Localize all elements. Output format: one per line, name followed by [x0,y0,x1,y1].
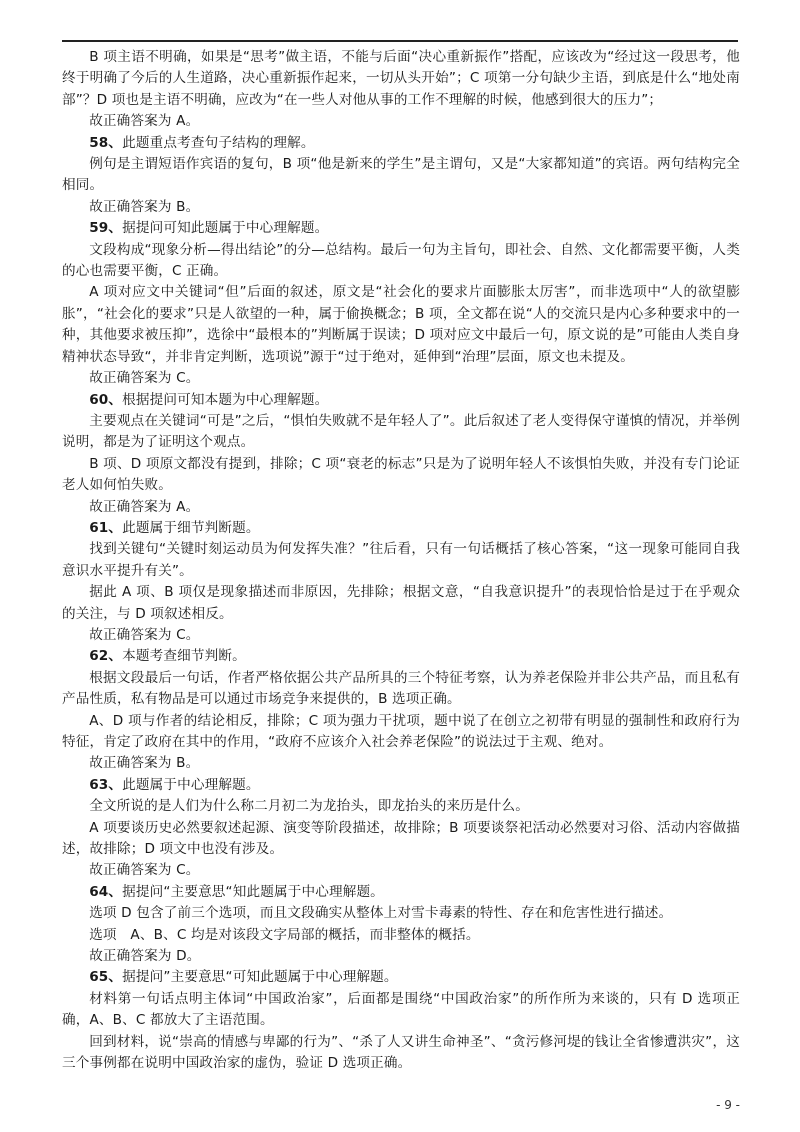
question-heading [62,967,740,988]
paragraph [62,818,740,861]
paragraph-text: B 项主语不明确，如果是“思考”做主语，不能与后面“决心重新振作”搭配，应该改为“经过这一段思考，他终于明确了今后的人生道路，决心重新振作起来，一切从头开始”；C 项第一分句缺少主语，到底是什么“地处南部”？D 项也是主语不明确，应改为“在一些人对他从事的工作不理解的时候，他感到很大的压力”； [62,49,740,108]
paragraph [62,903,740,924]
paragraph [62,282,740,368]
paragraph-text: 故正确答案为 C。 [89,370,200,387]
paragraph [62,411,740,454]
question-heading [62,882,740,903]
question-heading [62,775,740,796]
paragraph [62,989,740,1032]
paragraph-text: 根据提问可知本题为中心理解题。 [122,391,329,408]
paragraph [62,860,740,881]
paragraph-text: 据提问“主要意思“知此题属于中心理解题。 [122,883,384,900]
paragraph-text: 故正确答案为 C。 [89,626,200,643]
question-heading [62,218,740,239]
paragraph [62,47,740,111]
paragraph [62,946,740,967]
question-number: 61、 [89,519,123,536]
paragraph-text: A、D 项与作者的结论相反，排除；C 项为强力干扰项，题中说了在创立之初带有明显的强制性和政府行为特征，肯定了政府在其中的作用，“政府不应该介入社会养老保险”的说法过于主观、绝对。 [62,712,740,750]
paragraph-text: 此题属于细节判断题。 [122,519,260,536]
question-heading [62,646,740,667]
question-number: 65、 [89,969,123,986]
paragraph-text: 故正确答案为 A。 [89,498,200,515]
paragraph [62,753,740,774]
header-rule [62,40,738,42]
paragraph [62,497,740,518]
paragraph [62,368,740,389]
paragraph-text: 找到关键句“关键时刻运动员为何发挥失准？”往后看，只有一句话概括了核心答案，“这一现象可能同自我意识水平提升有关”。 [62,541,740,579]
question-heading [62,133,740,154]
paragraph-text: 据提问可知此题属于中心理解题。 [122,220,329,237]
paragraph-text: 根据文段最后一句话，作者严格依据公共产品所具的三个特征考察，认为养老保险并非公共产品，而且私有产品性质，私有物品是可以通过市场竞争来提供的，B 选项正确。 [62,669,740,708]
paragraph-text: 文段构成“现象分析—得出结论”的分—总结构。最后一句为主旨句，即社会、自然、文化都需要平衡，人类的心也需要平衡，C 正确。 [62,241,740,280]
question-number: 59、 [89,220,123,237]
paragraph-text: 故正确答案为 B。 [89,755,200,772]
page-number: - 9 - [716,1098,740,1112]
paragraph-text: 本题考查细节判断。 [122,648,246,665]
question-number: 63、 [89,776,123,793]
paragraph [62,668,740,711]
paragraph-text: 材料第一句话点明主体词“中国政治家”，后面都是围绕“中国政治家”的所作所为来谈的，只有 D 选项正确，A、B、C 都放大了主语范围。 [62,990,740,1029]
paragraph-text: 例句是主谓短语作宾语的复句，B 项“他是新来的学生”是主谓句，又是“大家都知道”的宾语。两句结构完全相同。 [62,156,740,194]
paragraph [62,1032,740,1075]
question-number: 60、 [89,391,123,408]
paragraph-text: 此题属于中心理解题。 [122,776,260,793]
paragraph [62,197,740,218]
question-number: 64、 [89,883,123,900]
paragraph [62,240,740,283]
paragraph-text: 据此 A 项、B 项仅是现象描述而非原因，先排除；根据文意，“自我意识提升”的表现恰恰是过于在乎观众的关注，与 D 项叙述相反。 [62,584,740,622]
question-number: 62、 [89,648,123,665]
paragraph [62,796,740,817]
paragraph [62,539,740,582]
paragraph-text: 故正确答案为 B。 [89,198,200,215]
paragraph-text: 主要观点在关键词“可是”之后，“惧怕失败就不是年轻人了”。此后叙述了老人变得保守谨慎的情况，并举例说明，都是为了证明这个观点。 [62,412,740,451]
paragraph [62,925,740,946]
question-heading [62,518,740,539]
paragraph [62,111,740,132]
paragraph-text: 故正确答案为 C。 [89,862,200,879]
paragraph-text: 据提问”主要意思“可知此题属于中心理解题。 [122,969,398,986]
paragraph [62,625,740,646]
paragraph-text: 选项 A、B、C 均是对该段文字局部的概括，而非整体的概括。 [89,926,480,943]
question-heading [62,390,740,411]
paragraph-text: A 项要谈历史必然要叙述起源、演变等阶段描述，故排除；B 项要谈祭祀活动必然要对习俗、活动内容做描述，故排除；D 项文中也没有涉及。 [62,819,740,858]
paragraph-text: 此题重点考查句子结构的理解。 [122,134,315,151]
question-number: 58、 [89,134,123,151]
paragraph [62,711,740,754]
paragraph-text: 故正确答案为 A。 [89,113,200,130]
answer-explanations [62,47,740,1075]
paragraph-text: 全文所说的是人们为什么称二月初二为龙抬头，即龙抬头的来历是什么。 [89,798,529,815]
paragraph [62,154,740,197]
paragraph-text: 选项 D 包含了前三个选项，而且文段确实从整体上对雪卡毒素的特性、存在和危害性进行描述。 [89,905,673,922]
paragraph-text: 故正确答案为 D。 [89,948,201,965]
paragraph [62,454,740,497]
paragraph-text: 回到材料，说“崇高的情感与卑鄙的行为”、“杀了人又讲生命神圣”、“贪污修河堤的钱让全省惨遭洪灾”，这三个事例都在说明中国政治家的虚伪，验证 D 选项正确。 [62,1033,740,1072]
paragraph [62,582,740,625]
paragraph-text: B 项、D 项原文都没有提到，排除；C 项“衰老的标志”只是为了说明年轻人不该惧怕失败，并没有专门论证老人如何怕失败。 [62,455,740,494]
paragraph-text: A 项对应文中关键词“但”后面的叙述，原文是“社会化的要求片面膨胀太厉害”，而非选项中“人的欲望膨胀”，“社会化的要求”只是人欲望的一种，属于偷换概念；B 项，全文都在说“人的交流只是内心多种要求中的一种，其他要求被压抑”，选徐中“最根本的”判断属于误读；D 项对应文中最后一句，原文说的是”可能由人类自身精神状态导致“，并非肯定判断，选项说”源于“过于绝对，延伸到“治理”层面，原文也未提及。 [62,284,740,365]
